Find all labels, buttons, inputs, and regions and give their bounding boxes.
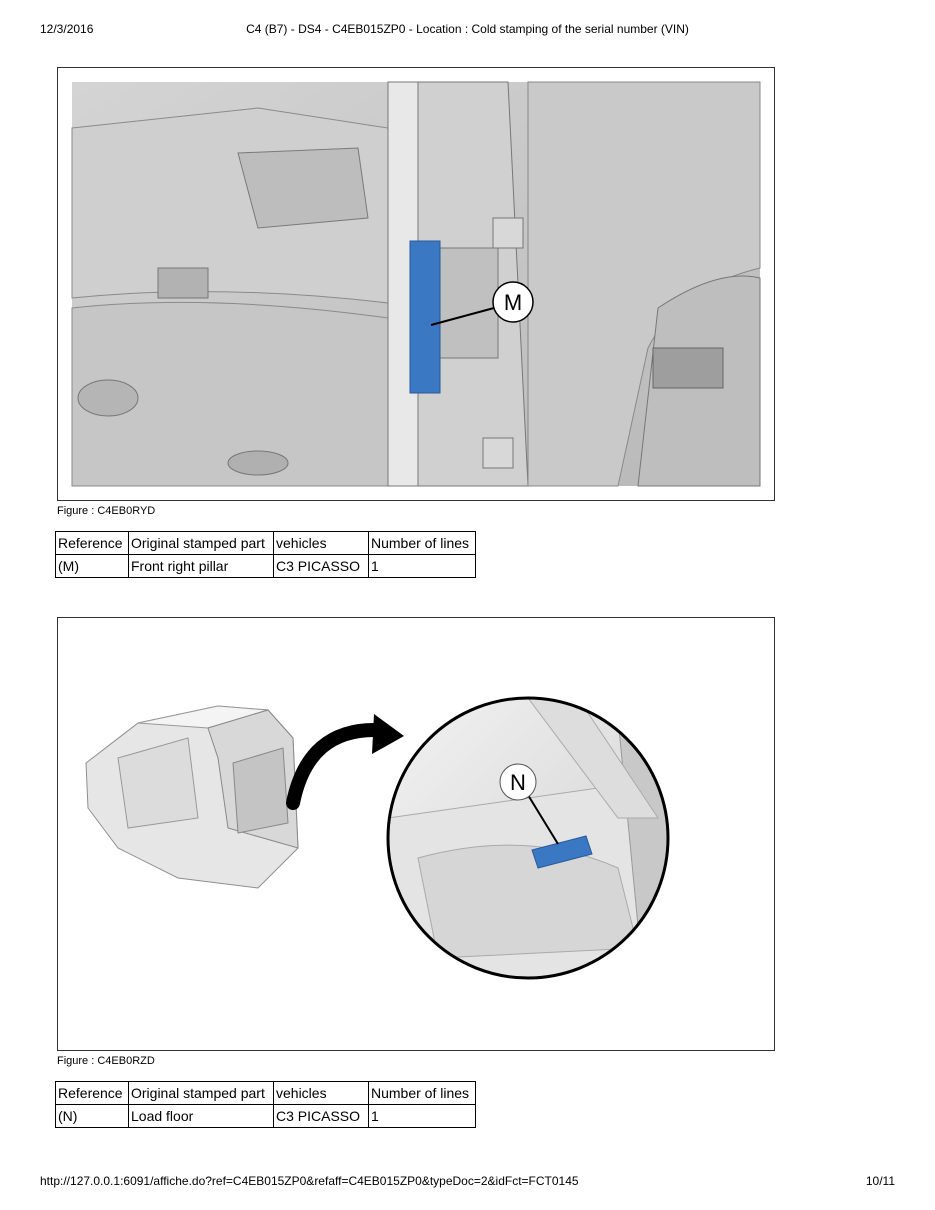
table-header-row: [56, 532, 476, 555]
reference-table-2: [55, 1081, 476, 1128]
table-cell: Load floor: [129, 1105, 274, 1128]
table-header-cell: Original stamped part: [129, 532, 274, 555]
table-cell: 1: [369, 555, 476, 578]
car-body-icon: [86, 706, 298, 888]
figure-2-illustration: [57, 617, 775, 1051]
table-header-row: [56, 1082, 476, 1105]
marker-label-n: N: [510, 770, 526, 795]
table-cell: C3 PICASSO: [274, 555, 369, 578]
stamp-area-m: [410, 241, 440, 393]
table-row: [56, 1105, 476, 1128]
table-header-cell: Reference: [56, 1082, 129, 1105]
footer-url[interactable]: http://127.0.0.1:6091/affiche.do?ref=C4EB015ZP0&refaff=C4EB015ZP0&typeDoc=2&idFct=FCT0145: [40, 1174, 579, 1188]
header-date: 12/3/2016: [40, 22, 94, 36]
table-header-cell: vehicles: [274, 1082, 369, 1105]
zoom-arrow-icon: [293, 730, 378, 803]
header-title: C4 (B7) - DS4 - C4EB015ZP0 - Location : Cold stamping of the serial number (VIN): [246, 22, 689, 36]
figure-1-caption: Figure : C4EB0RYD: [57, 505, 156, 517]
table-cell: 1: [369, 1105, 476, 1128]
figure-2-caption: Figure : C4EB0RZD: [57, 1055, 155, 1067]
page-number: 10/11: [865, 1174, 895, 1188]
reference-table-1: [55, 531, 476, 578]
figure-1-illustration: [57, 67, 775, 501]
table-header-cell: Reference: [56, 532, 129, 555]
table-cell: (M): [56, 555, 129, 578]
table-cell: C3 PICASSO: [274, 1105, 369, 1128]
table-cell: (N): [56, 1105, 129, 1128]
load-floor-drawing: [58, 618, 774, 1050]
marker-label-m: M: [503, 290, 523, 315]
pillar-drawing: [58, 68, 774, 500]
table-header-cell: Original stamped part: [129, 1082, 274, 1105]
table-row: [56, 555, 476, 578]
table-header-cell: vehicles: [274, 532, 369, 555]
table-header-cell: Number of lines: [369, 532, 476, 555]
table-header-cell: Number of lines: [369, 1082, 476, 1105]
table-cell: Front right pillar: [129, 555, 274, 578]
